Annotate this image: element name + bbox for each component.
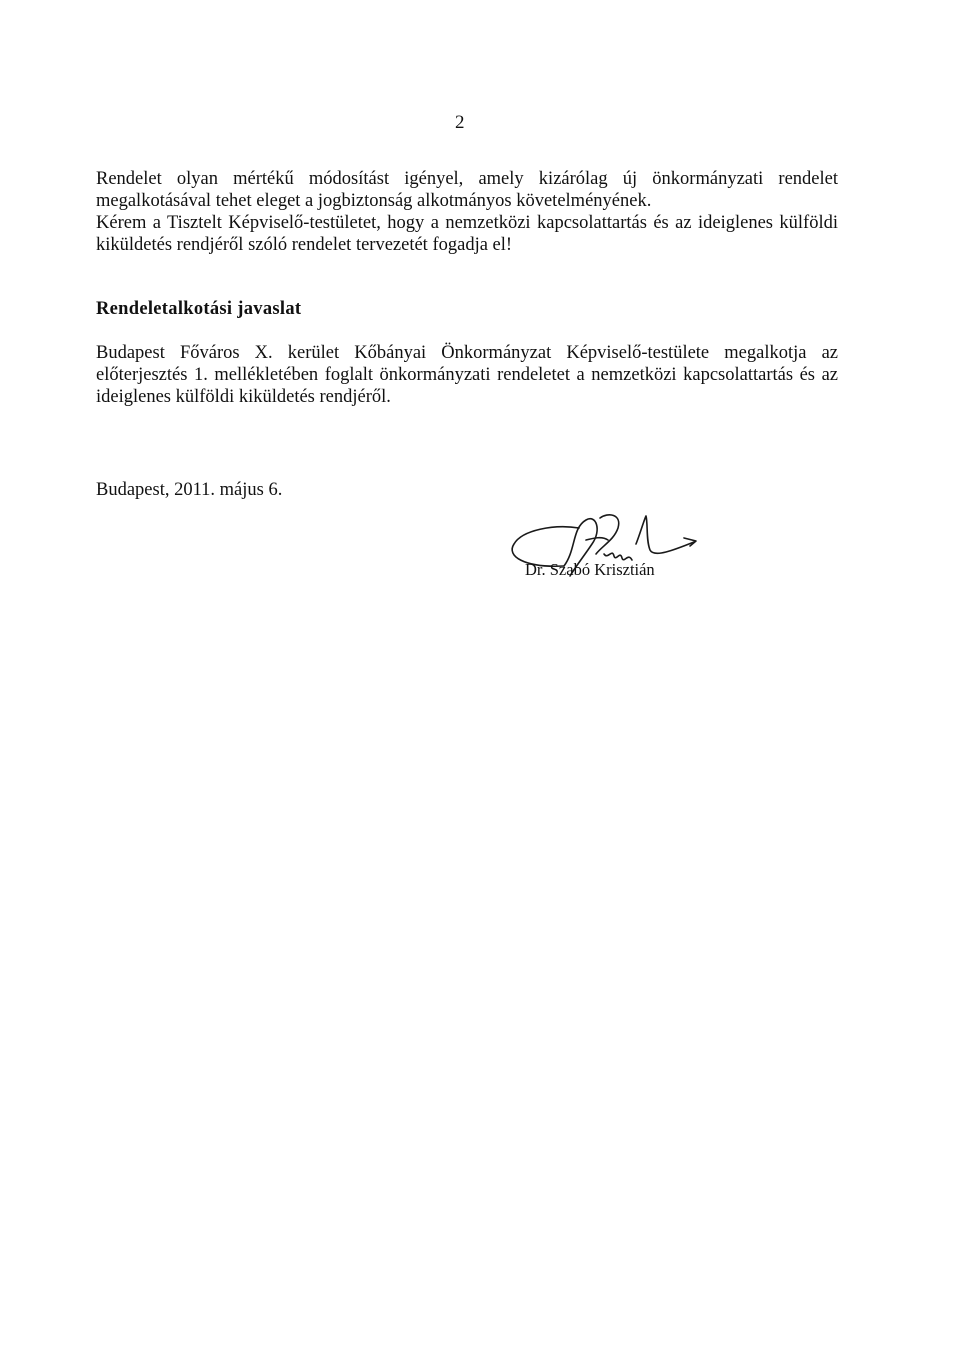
proposal-line-2: előterjesztés 1. mellékletében foglalt önkormányzati rendeletet a nemzetközi kapcsolattartás és az [96, 365, 838, 385]
signer-name: Dr. Szabó Krisztián [525, 560, 655, 579]
proposal-line-1: Budapest Főváros X. kerület Kőbányai Önkormányzat Képviselő-testülete megalkotja az [96, 343, 838, 363]
intro-line-2: megalkotásával tehet eleget a jogbiztonság alkotmányos követelményének. [96, 191, 652, 211]
proposal-heading: Rendeletalkotási javaslat [96, 299, 302, 319]
intro-line-4: kiküldetés rendjéről szóló rendelet tervezetét fogadja el! [96, 235, 513, 255]
proposal-line-3: ideiglenes külföldi kiküldetés rendjéről. [96, 387, 391, 407]
page-number: 2 [455, 112, 465, 133]
intro-line-3: Kérem a Tisztelt Képviselő-testületet, hogy a nemzetközi kapcsolattartás és az ideiglenes külföldi [96, 213, 838, 233]
signing-date: Budapest, 2011. május 6. [96, 480, 283, 500]
intro-line-1: Rendelet olyan mértékű módosítást igényel, amely kizárólag új önkormányzati rendelet [96, 169, 838, 189]
